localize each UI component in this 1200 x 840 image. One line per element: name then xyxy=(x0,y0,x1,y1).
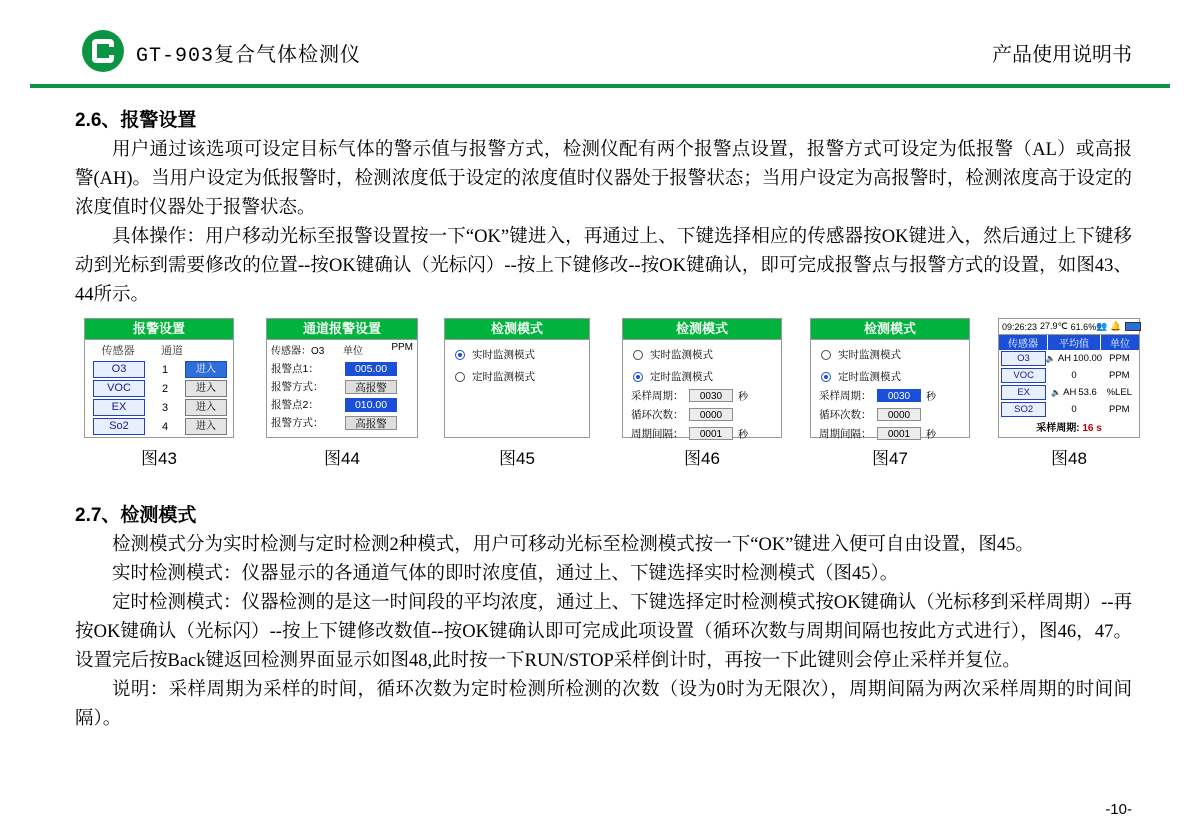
status-temperature: 27.9℃ xyxy=(1040,321,1068,331)
status-icons xyxy=(1096,321,1140,332)
value: 100.00 xyxy=(1073,353,1103,364)
table-row[interactable] xyxy=(85,399,233,416)
channel-number: 2 xyxy=(161,382,169,395)
sensor-name: EX xyxy=(1001,385,1046,400)
field-value[interactable]: 005.00 xyxy=(345,362,397,376)
sample-period-footer xyxy=(999,419,1139,434)
field-value[interactable]: 0000 xyxy=(689,408,733,421)
screen-title: 通道报警设置 xyxy=(267,319,417,340)
document-title: 产品使用说明书 xyxy=(992,44,1132,66)
radio-icon[interactable] xyxy=(633,350,643,360)
sensor-name: So2 xyxy=(93,418,145,435)
screen-title: 检测模式 xyxy=(623,319,781,340)
product-title: GT-903复合气体检测仪 xyxy=(136,45,362,68)
field-cycle-count[interactable] xyxy=(819,407,969,422)
table-row xyxy=(999,401,1139,418)
radio-selected-icon[interactable] xyxy=(821,372,831,382)
sensor-name: O3 xyxy=(1001,351,1046,366)
field-value[interactable]: 0000 xyxy=(877,408,921,421)
channel-number: 3 xyxy=(161,401,169,414)
figure-caption-46: 图46 xyxy=(684,449,720,468)
field-unit: 秒 xyxy=(926,392,936,403)
option-timed[interactable] xyxy=(633,369,781,384)
paragraph-2-6-1: 用户通过该选项可设定目标气体的警示值与报警方式，检测仪配有两个报警点设置，报警方式可设定为低报警（AL）或高报警(AH)。当用户设定为低报警时，检测浓度低于设定的浓度值时仪器处于报警状态；当用户设定为高报警时，检测浓度高于设定的浓度值时仪器处于报警状态。 xyxy=(75,140,1132,218)
unit: %LEL xyxy=(1106,387,1132,398)
field-label: 周期间隔： xyxy=(631,428,684,440)
section-detect-mode xyxy=(0,500,1200,734)
option-label: 实时监测模式 xyxy=(650,349,713,361)
sensor-name: SO2 xyxy=(1001,402,1046,417)
paragraph-2-7-3: 定时检测模式：仪器检测的是这一时间段的平均浓度，通过上、下键选择定时检测模式按OK键确认（光标移到采样周期）--再按OK键确认（光标闪）--按上下键修改数值--按OK键确认即可完成此项设置（循环次数与周期间隔也按此方式进行），图46，47。设置完后按Back键返回检测界面显示如图48,此时按一下RUN/STOP采样倒计时，再按一下此键则会停止采样并复位。 xyxy=(75,593,1132,671)
unit: PPM xyxy=(1109,370,1130,381)
option-timed[interactable] xyxy=(821,369,969,384)
field-value[interactable]: 高报警 xyxy=(345,416,397,430)
figure-caption-47: 图47 xyxy=(872,449,908,468)
sensor-name: EX xyxy=(93,399,145,416)
field-cycle-interval[interactable] xyxy=(631,426,781,441)
enter-button[interactable]: 进入 xyxy=(185,361,227,378)
field-value[interactable]: 高报警 xyxy=(345,380,397,394)
sensor-label: 传感器：O3 xyxy=(271,346,325,357)
status-time: 09:26:23 xyxy=(1002,321,1038,332)
col-sensor: 传感器 xyxy=(101,345,135,357)
option-label: 定时监测模式 xyxy=(650,371,713,383)
field-cycle-interval[interactable] xyxy=(819,426,969,441)
option-label: 定时监测模式 xyxy=(838,371,901,383)
table-row xyxy=(999,350,1139,367)
column-headers xyxy=(85,340,233,359)
sensor-name: O3 xyxy=(93,361,145,378)
option-label: 实时监测模式 xyxy=(472,349,535,361)
speaker-icon: 🔈 xyxy=(1051,388,1062,397)
field-value[interactable]: 0030 xyxy=(689,389,733,402)
company-logo xyxy=(82,30,124,72)
col-sensor: 传感器 xyxy=(999,335,1048,350)
unit: PPM xyxy=(1109,404,1130,415)
option-label: 定时监测模式 xyxy=(472,371,535,383)
field-unit: 秒 xyxy=(738,392,748,403)
figure-47-detect-mode-screen xyxy=(810,318,970,441)
col-channel: 通道 xyxy=(161,345,183,357)
battery-icon xyxy=(1125,322,1141,331)
field-label: 循环次数： xyxy=(631,409,684,421)
table-row[interactable] xyxy=(85,361,233,378)
field-value[interactable]: 0030 xyxy=(877,389,921,402)
field-value[interactable]: 010.00 xyxy=(345,398,397,412)
paragraph-2-6-2: 具体操作：用户移动光标至报警设置按一下“OK”键进入，再通过上、下键选择相应的传感器按OK键进入，然后通过上下键移动到光标到需要修改的位置--按OK键确认（光标闪）--按上下键修改--按OK键确认，即可完成报警点与报警方式的设置，如图43、44所示。 xyxy=(75,227,1132,305)
page-header xyxy=(0,0,1200,86)
section-title-2-6: 2.6、报警设置 xyxy=(75,110,197,131)
field-value[interactable]: 0001 xyxy=(689,427,733,440)
status-left xyxy=(1002,321,1096,332)
enter-button[interactable]: 进入 xyxy=(185,380,227,397)
footer-value: 16 s xyxy=(1082,423,1102,434)
enter-button[interactable]: 进入 xyxy=(185,399,227,416)
field-label: 采样周期： xyxy=(631,390,684,402)
radio-selected-icon[interactable] xyxy=(633,372,643,382)
figure-caption-43: 图43 xyxy=(141,449,177,468)
header-divider xyxy=(30,84,1170,88)
option-realtime[interactable] xyxy=(455,347,589,362)
radio-icon[interactable] xyxy=(455,372,465,382)
figure-46-detect-mode-screen xyxy=(622,318,782,441)
field-unit: 秒 xyxy=(738,430,748,441)
field-label: 周期间隔： xyxy=(819,428,872,440)
channel-number: 1 xyxy=(161,363,169,376)
value: 0 xyxy=(1071,404,1077,415)
figure-caption-44: 图44 xyxy=(324,449,360,468)
option-timed[interactable] xyxy=(455,369,589,384)
speaker-icon: 🔈 xyxy=(1045,354,1056,363)
channel-number: 4 xyxy=(161,420,169,433)
field-unit: 秒 xyxy=(926,430,936,441)
col-average: 平均值 xyxy=(1048,335,1101,350)
paragraph-2-7-4: 说明：采样周期为采样的时间，循环次数为定时检测所检测的次数（设为0时为无限次），周期间隔为两次采样周期的时间间隔）。 xyxy=(75,680,1132,729)
sensor-name: VOC xyxy=(93,380,145,397)
figure-43-alarm-settings-screen xyxy=(84,318,234,438)
screen-title: 检测模式 xyxy=(811,319,969,340)
figure-44-channel-alarm-screen xyxy=(266,318,418,438)
field-label: 报警点2： xyxy=(271,399,319,411)
value: 0 xyxy=(1071,370,1077,381)
field-row[interactable] xyxy=(267,379,417,394)
bell-icon: 🔔 xyxy=(1110,321,1122,331)
field-row[interactable] xyxy=(267,397,417,412)
section-alarm-settings xyxy=(0,105,1200,310)
field-sample-period[interactable] xyxy=(631,388,781,403)
footer-label: 采样周期: xyxy=(1036,423,1080,434)
radio-selected-icon[interactable] xyxy=(455,350,465,360)
enter-button[interactable]: 进入 xyxy=(185,418,227,435)
table-row xyxy=(999,384,1139,401)
figure-row xyxy=(0,318,1200,478)
average-value xyxy=(1048,370,1099,381)
average-value xyxy=(1045,353,1103,364)
figure-caption-48: 图48 xyxy=(1051,449,1087,468)
figure-caption-45: 图45 xyxy=(499,449,535,468)
option-label: 实时监测模式 xyxy=(838,349,901,361)
option-realtime[interactable] xyxy=(821,347,969,362)
field-label: 采样周期： xyxy=(819,390,872,402)
field-row[interactable] xyxy=(267,415,417,430)
col-unit: 单位 xyxy=(1110,339,1130,350)
screen-title: 检测模式 xyxy=(445,319,589,340)
table-row xyxy=(999,367,1139,384)
figure-48-measurement-screen xyxy=(998,318,1140,438)
paragraph-2-7-1: 检测模式分为实时检测与定时检测2种模式，用户可移动光标至检测模式按一下“OK”键进入便可自由设置，图45。 xyxy=(112,535,1034,555)
page-number: -10- xyxy=(1105,801,1132,818)
unit-value: PPM xyxy=(391,342,413,353)
screen-title: 报警设置 xyxy=(85,319,233,340)
field-value[interactable]: 0001 xyxy=(877,427,921,440)
unit-label: 单位 xyxy=(342,346,363,357)
field-sample-period[interactable] xyxy=(819,388,969,403)
sensor-name: VOC xyxy=(1001,368,1046,383)
field-label: 报警方式： xyxy=(271,381,324,393)
paragraph-2-7-2: 实时检测模式：仪器显示的各通道气体的即时浓度值，通过上、下键选择实时检测模式（图45）。 xyxy=(112,564,899,584)
figure-45-detect-mode-screen xyxy=(444,318,590,438)
average-value xyxy=(1048,387,1099,398)
field-row[interactable] xyxy=(267,361,417,376)
value: 53.6 xyxy=(1078,387,1097,398)
channel-header xyxy=(267,340,417,358)
average-value xyxy=(1048,404,1099,415)
radio-icon[interactable] xyxy=(821,350,831,360)
alarm-flag: AH xyxy=(1063,387,1077,398)
status-bar xyxy=(999,319,1139,335)
unit: PPM xyxy=(1109,353,1130,364)
alarm-flag: AH xyxy=(1057,353,1072,364)
table-row[interactable] xyxy=(85,418,233,435)
status-humidity: 61.6% xyxy=(1070,321,1097,332)
field-label: 循环次数： xyxy=(819,409,872,421)
field-label: 报警方式： xyxy=(271,417,324,429)
table-header xyxy=(999,335,1139,350)
field-cycle-count[interactable] xyxy=(631,407,781,422)
section-title-2-7: 2.7、检测模式 xyxy=(75,505,197,526)
people-icon: 👥 xyxy=(1096,321,1108,331)
field-label: 报警点1： xyxy=(271,363,319,375)
option-realtime[interactable] xyxy=(633,347,781,362)
table-row[interactable] xyxy=(85,380,233,397)
